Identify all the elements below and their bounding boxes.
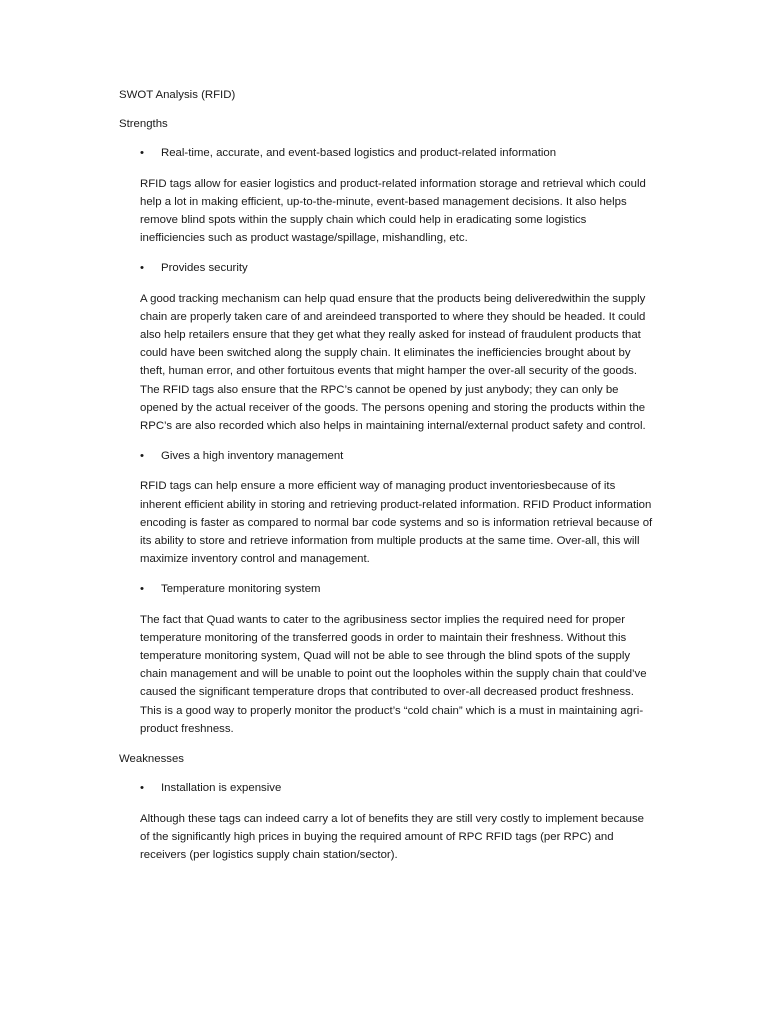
bullet-text: Temperature monitoring system [161,583,321,596]
paragraph: RFID tags allow for easier logistics and product-related information storage and retrieval which could help a lot in making efficient, up-to-the-minute, event-based management decisions. It also helps remove blind spots within the supply chain which could help in eradicating some logistics inefficiencies such as product wastage/spillage, mishandling, etc. [140,177,646,245]
bullet-item [119,144,659,162]
bullet-text: Real-time, accurate, and event-based logistics and product-related information [161,147,557,160]
bullet-dot-icon: • [140,262,144,275]
bullet-dot-icon: • [140,147,144,160]
bullet-dot-icon: • [140,583,144,596]
paragraph: RFID tags can help ensure a more efficient way of managing product inventoriesbecause of its inherent efficient ability in storing and retrieving product-related information. RFID Product information encoding is faster as compared to normal bar code systems and so is information retrieval because of its ability to store and retrieve information from multiple products at the same time. Over-all, this will maximize inventory control and management. [140,480,653,566]
bullet-item [119,779,659,797]
section-heading-strengths: Strengths [119,118,168,131]
document-body [119,86,659,876]
paragraph: A good tracking mechanism can help quad ensure that the products being deliveredwithin the supply chain are properly taken care of and areindeed transported to where they should be headed. It could also help retailers ensure that they get what they really asked for instead of fraudulent products that could have been switched along the supply chain. It eliminates the inefficiencies brought about by theft, human error, and other fortuitous events that might hamper the over-all security of the goods. The RFID tags also ensure that the RPC’s cannot be opened by just anybody; they can only be opened by the actual receiver of the goods. The persons opening and storing the products within the RPC’s are also recorded which also helps in maintaining internal/external product safety and control. [140,292,646,433]
bullet-text: Gives a high inventory management [161,450,344,463]
bullet-item [119,447,659,465]
bullet-dot-icon: • [140,782,144,795]
bullet-text: Provides security [161,262,248,275]
bullet-item [119,259,659,277]
bullet-item [119,580,659,598]
paragraph: Although these tags can indeed carry a lot of benefits they are still very costly to implement because of the significantly high prices in buying the required amount of RPC RFID tags (per RPC) and receivers (per logistics supply chain station/sector). [140,812,644,861]
document-title: SWOT Analysis (RFID) [119,89,236,101]
paragraph: The fact that Quad wants to cater to the agribusiness sector implies the required need for proper temperature monitoring of the transferred goods in order to maintain their freshness. Without this temperature monitoring system, Quad will not be able to see through the blind spots of the supply chain management and will be unable to point out the loopholes within the supply chain that could’ve caused the significant temperature drops that contributed to over-all decreased product freshness. This is a good way to properly monitor the product’s “cold chain” which is a must in maintaining agri-product freshness. [140,613,647,735]
section-heading-weaknesses: Weaknesses [119,753,185,766]
bullet-dot-icon: • [140,450,144,463]
bullet-text: Installation is expensive [161,782,282,795]
